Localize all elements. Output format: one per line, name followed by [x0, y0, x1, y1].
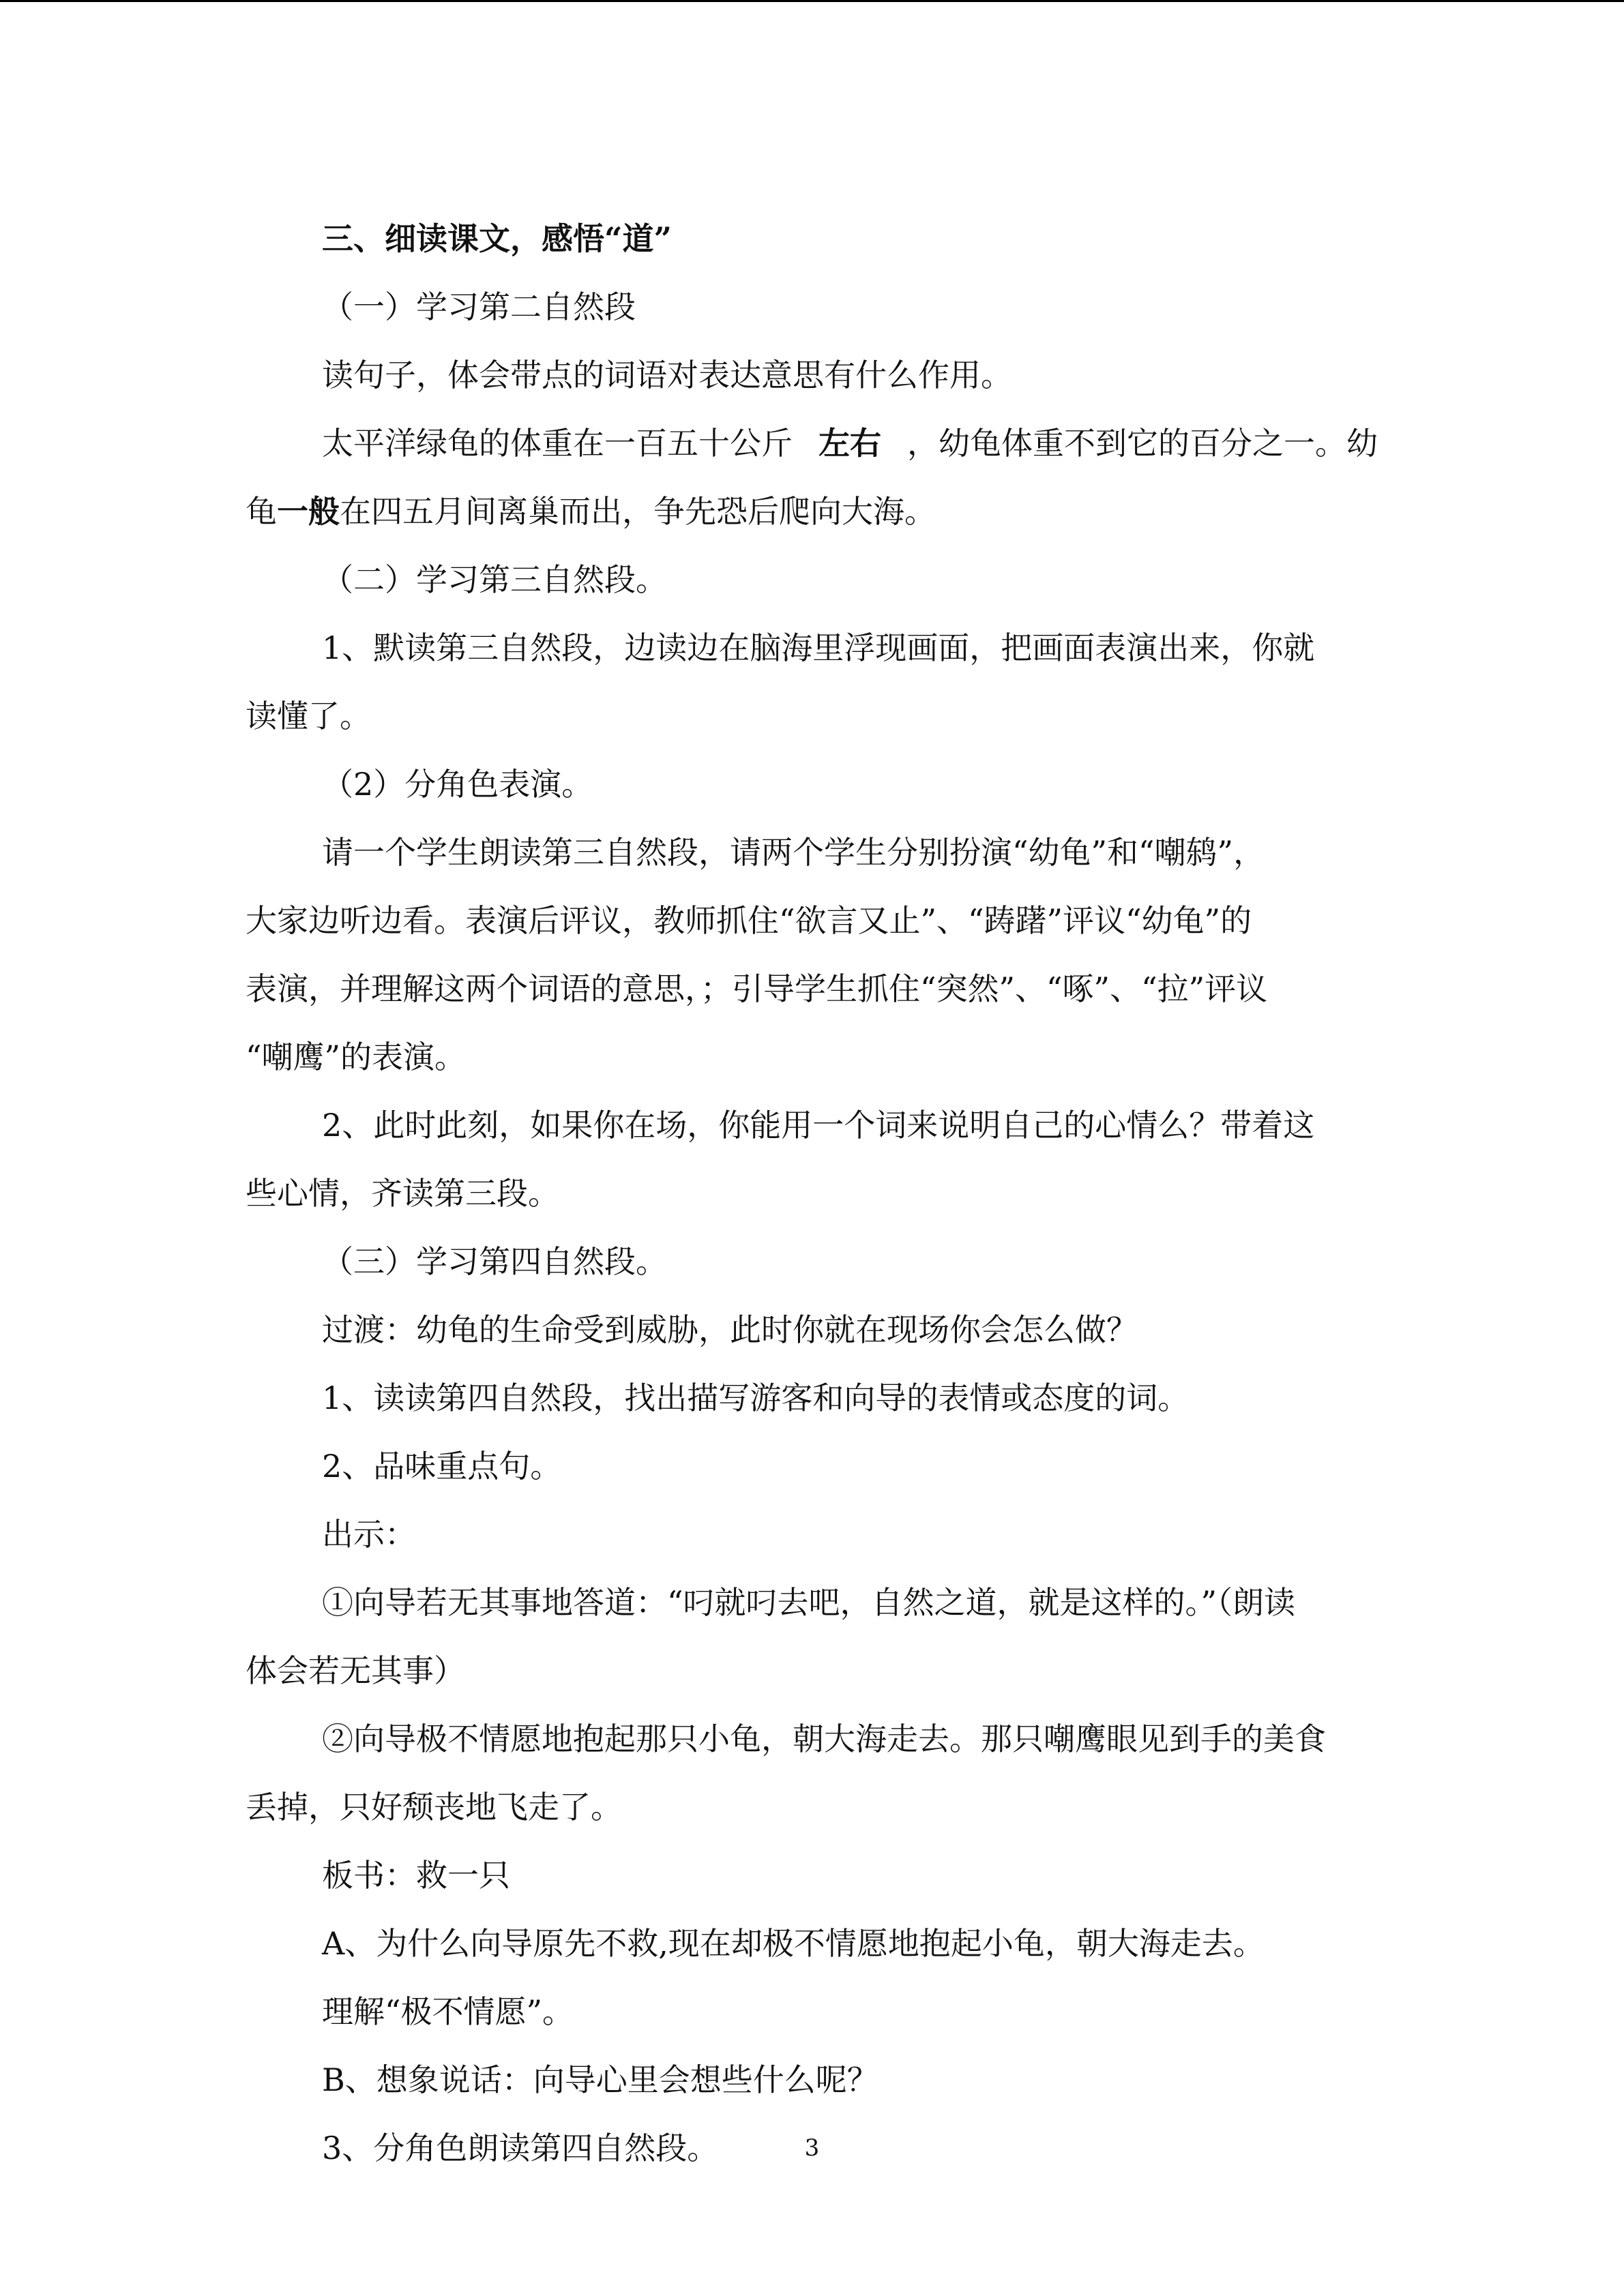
paragraph-line: 1、默读第三自然段，边读边在脑海里浮现画面，把画面表演出来，你就	[322, 629, 1315, 666]
text-segment: 在四五月间离巢而出，争先恐后爬向大海。	[340, 493, 936, 530]
paragraph-line	[246, 477, 1378, 546]
document-body	[246, 205, 1378, 2182]
emphasized-word: 左右	[818, 425, 881, 462]
paragraph-line: 2、品味重点句。	[322, 1448, 562, 1485]
paragraph-line: 大家边听边看。表演后评议，教师抓住“欲言又止”、“踌躇”评议“幼龟”的	[246, 902, 1252, 939]
paragraph-line: 2、此时此刻，如果你在场，你能用一个词来说明自己的心情么？带着这	[322, 1107, 1315, 1144]
paragraph-line: 3、分角色朗读第四自然段。	[322, 2130, 719, 2166]
paragraph-line: 丢掉，只好颓丧地飞走了。	[246, 1789, 622, 1825]
section-heading: 三、细读课文，感悟“道”	[322, 220, 672, 257]
paragraph-line: A、为什么向导原先不救,现在却极不情愿地抱起小龟，朝大海走去。	[322, 1925, 1265, 1962]
paragraph-line: 体会若无其事）	[246, 1652, 465, 1689]
text-segment: 太平洋绿龟的体重在一百五十公斤	[322, 425, 793, 462]
paragraph-line: 1、读读第四自然段，找出描写游客和向导的表情或态度的词。	[322, 1380, 1190, 1416]
paragraph-line: “嘲鹰”的表演。	[246, 1039, 467, 1075]
paragraph-line: B、想象说话：向导心里会想些什么呢？	[322, 2061, 879, 2098]
page-number: 3	[804, 2134, 820, 2162]
top-border-line	[0, 0, 1624, 2]
text-segment: 龟	[246, 493, 277, 530]
emphasized-word: 一般	[277, 493, 340, 530]
text-segment: ，幼龟体重不到它的百分之一。幼	[907, 425, 1378, 462]
paragraph-line: ②向导极不情愿地抱起那只小龟，朝大海走去。那只嘲鹰眼见到手的美食	[322, 1720, 1326, 1757]
subsection-title-1: （一）学习第二自然段	[322, 288, 636, 325]
paragraph-line: ①向导若无其事地答道：“叼就叼去吧，自然之道，就是这样的。”（朗读	[322, 1584, 1296, 1621]
paragraph-line: 过渡：幼龟的生命受到威胁，此时你就在现场你会怎么做？	[322, 1311, 1138, 1348]
subsection-title-3: （三）学习第四自然段。	[322, 1243, 667, 1280]
paragraph-line: （2）分角色表演。	[322, 766, 593, 803]
subsection-title-2: （二）学习第三自然段。	[322, 561, 667, 598]
paragraph-line: 表演，并理解这两个词语的意思，；引导学生抓住“突然”、“啄”、“拉”评议	[246, 970, 1268, 1007]
paragraph-line	[246, 409, 1378, 477]
paragraph-line: 些心情，齐读第三段。	[246, 1175, 559, 1212]
paragraph-line: 请一个学生朗读第三自然段，请两个学生分别扮演“幼龟”和“嘲鸫”，	[322, 834, 1265, 871]
paragraph-line: 理解“极不情愿”。	[322, 1993, 574, 2030]
paragraph-line: 读句子，体会带点的词语对表达意思有什么作用。	[322, 357, 1012, 393]
paragraph-line: 读懂了。	[246, 698, 371, 734]
paragraph-line: 出示：	[322, 1516, 416, 1553]
paragraph-line: 板书：救一只	[322, 1857, 510, 1894]
